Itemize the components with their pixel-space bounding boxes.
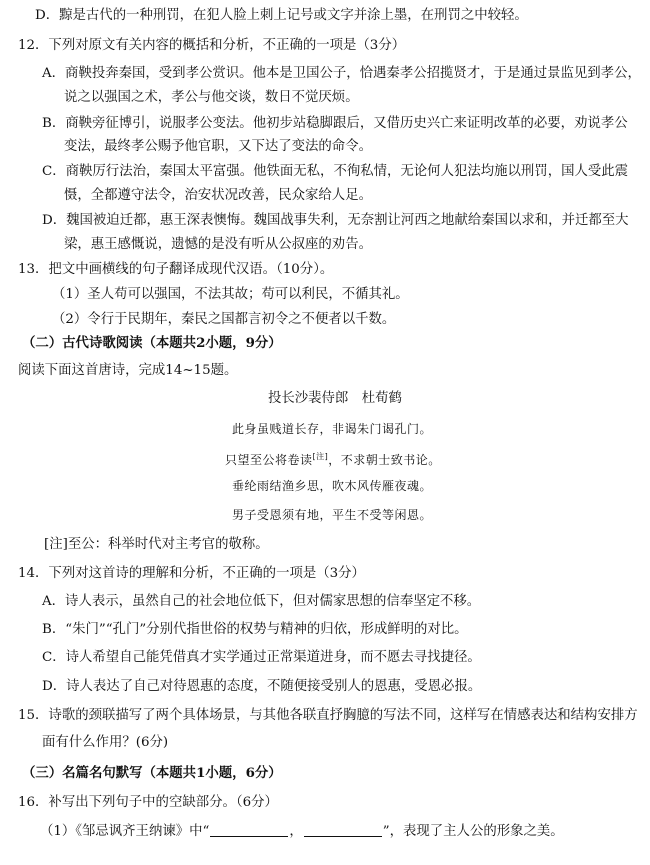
section-3-heading: （三）名篇名句默写（本题共1小题，6分） (22, 765, 282, 781)
poem-line-3: 垂纶雨结渔乡思，吹木风传雁夜魂。 (232, 479, 433, 493)
poem-line-2-part-2: ，不求朝士致书论。 (328, 453, 441, 467)
poem-line-4: 男子受恩须有地，平生不受等闲恩。 (232, 508, 433, 522)
q14-option-b: B．“朱门”“孔门”分别代指世俗的权势与精神的归依，形成鲜明的对比。 (42, 622, 468, 637)
q13-sentence-1: （1）圣人苟可以强国，不法其故；苟可以利民，不循其礼。 (52, 287, 409, 302)
fill-blank-2[interactable] (304, 822, 382, 837)
q16-item-1 (40, 822, 564, 842)
q13-sentence-2: （2）令行于民期年，秦民之国都言初令之不便者以千数。 (52, 312, 396, 327)
q14-option-d: D．诗人表达了自己对待恩惠的态度，不随便接受别人的恩惠，受恩必报。 (42, 679, 482, 694)
q12-option-d-line1: D．魏国被迫迁都，惠王深表懊悔。魏国战事失利，无奈割让河西之地献给秦国以求和，并迁都至大 (42, 213, 629, 228)
q12-option-a-line1: A．商鞅投奔秦国，受到孝公赏识。他本是卫国公子，恰遇秦孝公招揽贤才，于是通过景监见到孝公， (42, 66, 641, 81)
poem-title: 投长沙裴侍郎 杜荀鹤 (268, 391, 402, 406)
q12-option-b-line2: 变法，最终孝公赐予他官职，又下达了变法的命令。 (64, 139, 372, 154)
poem-line-1: 此身虽贱道长存，非谒朱门谒孔门。 (232, 422, 433, 436)
q12-option-c-line2: 慑，全都遵守法令，治安状况改善，民众家给人足。 (64, 188, 372, 203)
q16-item-1-suffix: ”，表现了主人公的形象之美。 (382, 824, 564, 839)
poem-line-2 (225, 447, 441, 470)
section-2-intro: 阅读下面这首唐诗，完成14~15题。 (18, 363, 238, 378)
section-2-heading: （二）古代诗歌阅读（本题共2小题，9分） (22, 335, 282, 351)
q14-option-a: A．诗人表示，虽然自己的社会地位低下，但对儒家思想的信奉坚定不移。 (42, 594, 481, 609)
q14-stem: 14．下列对这首诗的理解和分析，不正确的一项是（3分） (18, 566, 365, 581)
fill-blank-1[interactable] (210, 822, 288, 837)
q13-stem: 13．把文中画横线的句子翻译成现代汉语。（10分）。 (18, 262, 334, 277)
q12-option-a-line2: 说之以强国之术，孝公与他交谈，数日不觉厌烦。 (64, 90, 359, 105)
q16-stem: 16．补写出下列句子中的空缺部分。（6分） (18, 795, 278, 810)
poem-note-marker: [注] (312, 452, 329, 461)
poem-annotation: [注]至公：科举时代对主考官的敬称。 (44, 537, 269, 552)
q16-item-1-prefix: （1）《邹忌讽齐王纳谏》中“ (40, 824, 210, 839)
poem-line-2-part-1: 只望至公将卷读 (225, 453, 313, 467)
q12-option-d-line2: 梁，惠王感慨说，遗憾的是没有听从公叔座的劝告。 (64, 237, 372, 252)
q14-option-c: C．诗人希望自己能凭借真才实学通过正常渠道进身，而不愿去寻找捷径。 (42, 650, 481, 665)
q11-option-d: D．黥是古代的一种刑罚，在犯人脸上刺上记号或文字并涂上墨，在刑罚之中较轻。 (35, 8, 528, 23)
q12-option-b-line1: B．商鞅旁征博引，说服孝公变法。他初步站稳脚跟后，又借历史兴亡来证明改革的必要，劝说孝公 (42, 116, 628, 131)
q15-line-1: 15．诗歌的颈联描写了两个具体场景，与其他各联直抒胸臆的写法不同，这样写在情感表达和结构安排方 (18, 708, 638, 723)
q15-line-2: 面有什么作用？(6分) (42, 735, 169, 750)
q16-item-1-comma: ， (289, 824, 303, 839)
q12-stem: 12．下列对原文有关内容的概括和分析，不正确的一项是（3分） (18, 38, 406, 53)
q12-option-c-line1: C．商鞅厉行法治，秦国太平富强。他铁面无私，不徇私情，无论何人犯法均施以刑罚，国人受此震 (42, 164, 629, 179)
